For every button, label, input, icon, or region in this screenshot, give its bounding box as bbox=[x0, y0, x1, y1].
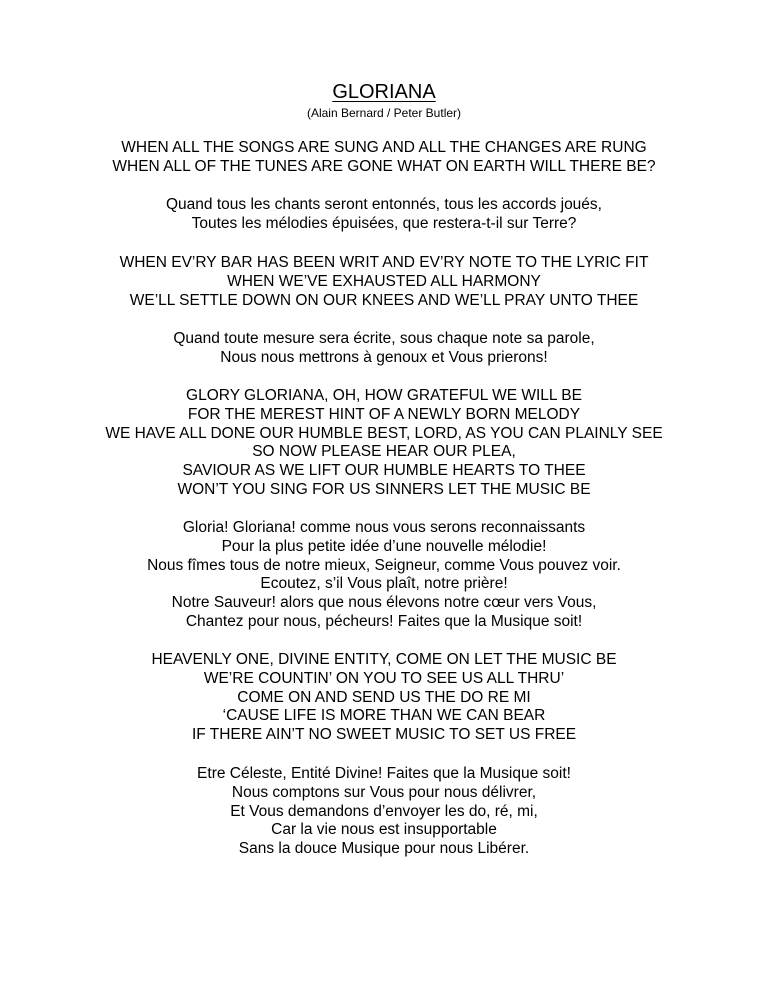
lyric-line: WON’T YOU SING FOR US SINNERS LET THE MUSIC BE bbox=[177, 480, 591, 498]
stanza-3-french bbox=[0, 765, 768, 859]
lyric-line: WHEN EV’RY BAR HAS BEEN WRIT AND EV’RY NOTE TO THE LYRIC FIT bbox=[119, 254, 649, 271]
lyric-line: Notre Sauveur! alors que nous élevons notre cœur vers Vous, bbox=[171, 594, 597, 612]
lyric-line: Chantez pour nous, pécheurs! Faites que la Musique soit! bbox=[185, 612, 583, 630]
lyric-line: WHEN ALL THE SONGS ARE SUNG AND ALL THE CHANGES ARE RUNG bbox=[121, 139, 647, 156]
lyric-line: Nous comptons sur Vous pour nous délivrer, bbox=[231, 783, 537, 801]
lyric-line: WE’LL SETTLE DOWN ON OUR KNEES AND WE’LL PRAY UNTO THEE bbox=[129, 291, 639, 309]
chorus-english bbox=[0, 387, 768, 500]
stanza-1-french bbox=[0, 196, 768, 234]
lyric-line: Ecoutez, s’il Vous plaît, notre prière! bbox=[260, 575, 508, 593]
chorus-french bbox=[0, 519, 768, 632]
lyric-line: HEAVENLY ONE, DIVINE ENTITY, COME ON LET THE MUSIC BE bbox=[151, 651, 617, 668]
lyric-line: Quand tous les chants seront entonnés, tous les accords joués, bbox=[166, 196, 602, 213]
lyric-line: Pour la plus petite idée d’une nouvelle mélodie! bbox=[221, 537, 547, 555]
lyric-line: Sans la douce Musique pour nous Libérer. bbox=[238, 840, 530, 858]
stanza-2-french bbox=[0, 330, 768, 368]
stanza-3-english bbox=[0, 651, 768, 745]
song-title: GLORIANA bbox=[332, 81, 436, 103]
song-credits: (Alain Bernard / Peter Butler) bbox=[306, 106, 462, 120]
lyric-line: Etre Céleste, Entité Divine! Faites que la Musique soit! bbox=[197, 765, 571, 782]
stanza-2-english bbox=[0, 254, 768, 310]
lyric-line: Quand toute mesure sera écrite, sous chaque note sa parole, bbox=[173, 330, 595, 347]
lyric-line: COME ON AND SEND US THE DO RE MI bbox=[237, 688, 531, 706]
lyric-line: Car la vie nous est insupportable bbox=[271, 821, 497, 839]
stanza-1-english bbox=[0, 139, 768, 177]
lyric-line: IF THERE AIN’T NO SWEET MUSIC TO SET US FREE bbox=[191, 726, 577, 744]
lyric-line: WE HAVE ALL DONE OUR HUMBLE BEST, LORD, AS YOU CAN PLAINLY SEE bbox=[105, 424, 663, 442]
lyric-line: Nous nous mettrons à genoux et Vous prierons! bbox=[220, 348, 548, 366]
lyric-line: WE’RE COUNTIN’ ON YOU TO SEE US ALL THRU’ bbox=[203, 669, 565, 687]
lyric-line: SAVIOUR AS WE LIFT OUR HUMBLE HEARTS TO THEE bbox=[182, 462, 586, 480]
lyric-line: ‘CAUSE LIFE IS MORE THAN WE CAN BEAR bbox=[222, 707, 546, 725]
lyric-line: Gloria! Gloriana! comme nous vous serons reconnaissants bbox=[182, 519, 586, 536]
lyric-line: GLORY GLORIANA, OH, HOW GRATEFUL WE WILL BE bbox=[186, 387, 582, 404]
lyric-line: Et Vous demandons d’envoyer les do, ré, mi, bbox=[230, 802, 538, 820]
lyric-line: Toutes les mélodies épuisées, que restera-t-il sur Terre? bbox=[191, 214, 577, 232]
lyric-line: WHEN ALL OF THE TUNES ARE GONE WHAT ON EARTH WILL THERE BE? bbox=[112, 157, 656, 175]
lyric-line: WHEN WE’VE EXHAUSTED ALL HARMONY bbox=[227, 272, 541, 290]
lyric-line: FOR THE MEREST HINT OF A NEWLY BORN MELODY bbox=[187, 405, 581, 423]
lyric-line: SO NOW PLEASE HEAR OUR PLEA, bbox=[252, 443, 516, 461]
lyric-line: Nous fîmes tous de notre mieux, Seigneur, comme Vous pouvez voir. bbox=[147, 556, 621, 574]
